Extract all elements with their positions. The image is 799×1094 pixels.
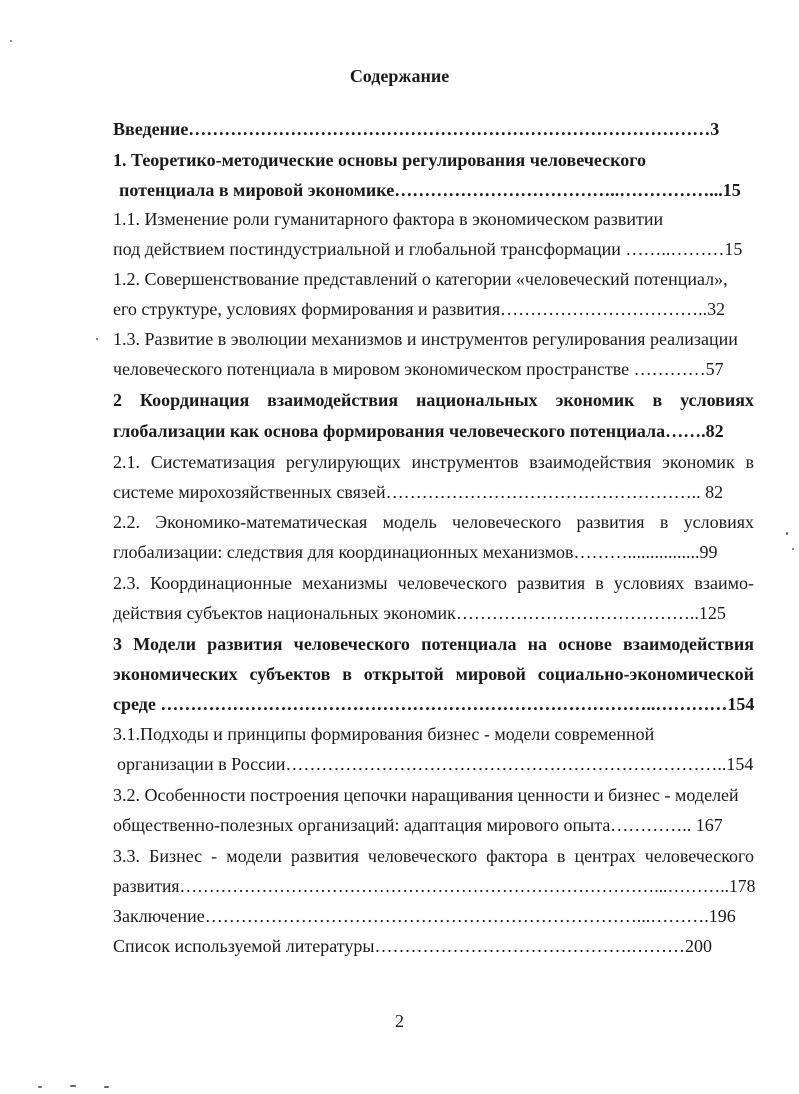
toc-section-1-3-cont: человеческого потенциала в мировом экономическом пространстве …………57: [113, 359, 724, 379]
toc-chapter-3-title-cont: экономических субъектов в открытой мировой социально-экономической: [113, 664, 754, 684]
toc-section-2-1: 2.1. Систематизация регулирующих инструментов взаимодействия экономик в: [113, 452, 754, 472]
toc-entry-introduction: Введение……………………………………………………………………………3: [113, 119, 720, 139]
page-number: 2: [395, 1011, 404, 1031]
toc-section-1-3: 1.3. Развитие в эволюции механизмов и инструментов регулирования реализации: [113, 329, 738, 349]
toc-entry-references: Список используемой литературы…………………………………….………200: [113, 936, 712, 956]
scan-speck: [96, 338, 98, 340]
scan-speck: [104, 1086, 109, 1088]
toc-section-1-1-cont: под действием постиндустриальной и глобальной трансформации ……..………15: [113, 239, 743, 259]
toc-section-1-1: 1.1. Изменение роли гуманитарного фактора в экономическом развитии: [113, 209, 664, 229]
toc-section-2-1-cont: системе мирохозяйственных связей…………………………………………….. 82: [113, 482, 724, 502]
toc-section-3-3-cont: развития………………………………………………………………………...………..178: [113, 876, 756, 896]
toc-entry-conclusion: Заключение………………………………………………………………...……….196: [113, 906, 736, 926]
toc-section-3-1: 3.1.Подходы и принципы формирования бизнес - модели современной: [113, 724, 655, 744]
toc-section-2-2: 2.2. Экономико-математическая модель человеческого развития в условиях: [113, 512, 754, 532]
scan-speck: [792, 548, 794, 550]
toc-section-3-2-cont: общественно-полезных организаций: адаптация мирового опыта………….. 167: [113, 815, 723, 835]
toc-chapter-3-title-end: среде ………………………………………………………………………..…………154: [113, 694, 755, 714]
scan-speck: [38, 1086, 42, 1088]
toc-section-1-2: 1.2. Совершенствование представлений о категории «человеческий потенциал»,: [113, 269, 728, 289]
toc-section-2-3: 2.3. Координационные механизмы человеческого развития в условиях взаимо-: [113, 573, 754, 593]
toc-chapter-2-title: 2 Координация взаимодействия национальных экономик в условиях: [113, 390, 754, 410]
scan-speck: [10, 40, 12, 42]
toc-section-3-2: 3.2. Особенности построения цепочки наращивания ценности и бизнес - моделей: [113, 785, 739, 805]
toc-chapter-3-title: 3 Модели развития человеческого потенциала на основе взаимодействия: [113, 634, 754, 654]
toc-section-3-1-cont: организации в России………………………………………………………………..154: [117, 754, 754, 774]
page-title: Содержание: [349, 66, 450, 86]
toc-chapter-2-title-cont: глобализации как основа формирования человеческого потенциала…….82: [113, 421, 724, 441]
toc-section-1-2-cont: его структуре, условиях формирования и развития……………………………..32: [113, 299, 726, 319]
scan-speck: [786, 532, 788, 535]
toc-section-2-3-cont: действия субъектов национальных экономик…………………………………..125: [113, 603, 726, 623]
toc-chapter-1-title: 1. Теоретико-методические основы регулирования человеческого: [113, 150, 646, 170]
scan-speck: [70, 1085, 76, 1087]
toc-chapter-1-title-cont: потенциала в мировой экономике………………………………..……………...15: [119, 180, 741, 200]
toc-section-3-3: 3.3. Бизнес - модели развития человеческого фактора в центрах человеческого: [113, 846, 754, 866]
toc-section-2-2-cont: глобализации: следствия для координационных механизмов………................99: [113, 542, 718, 562]
